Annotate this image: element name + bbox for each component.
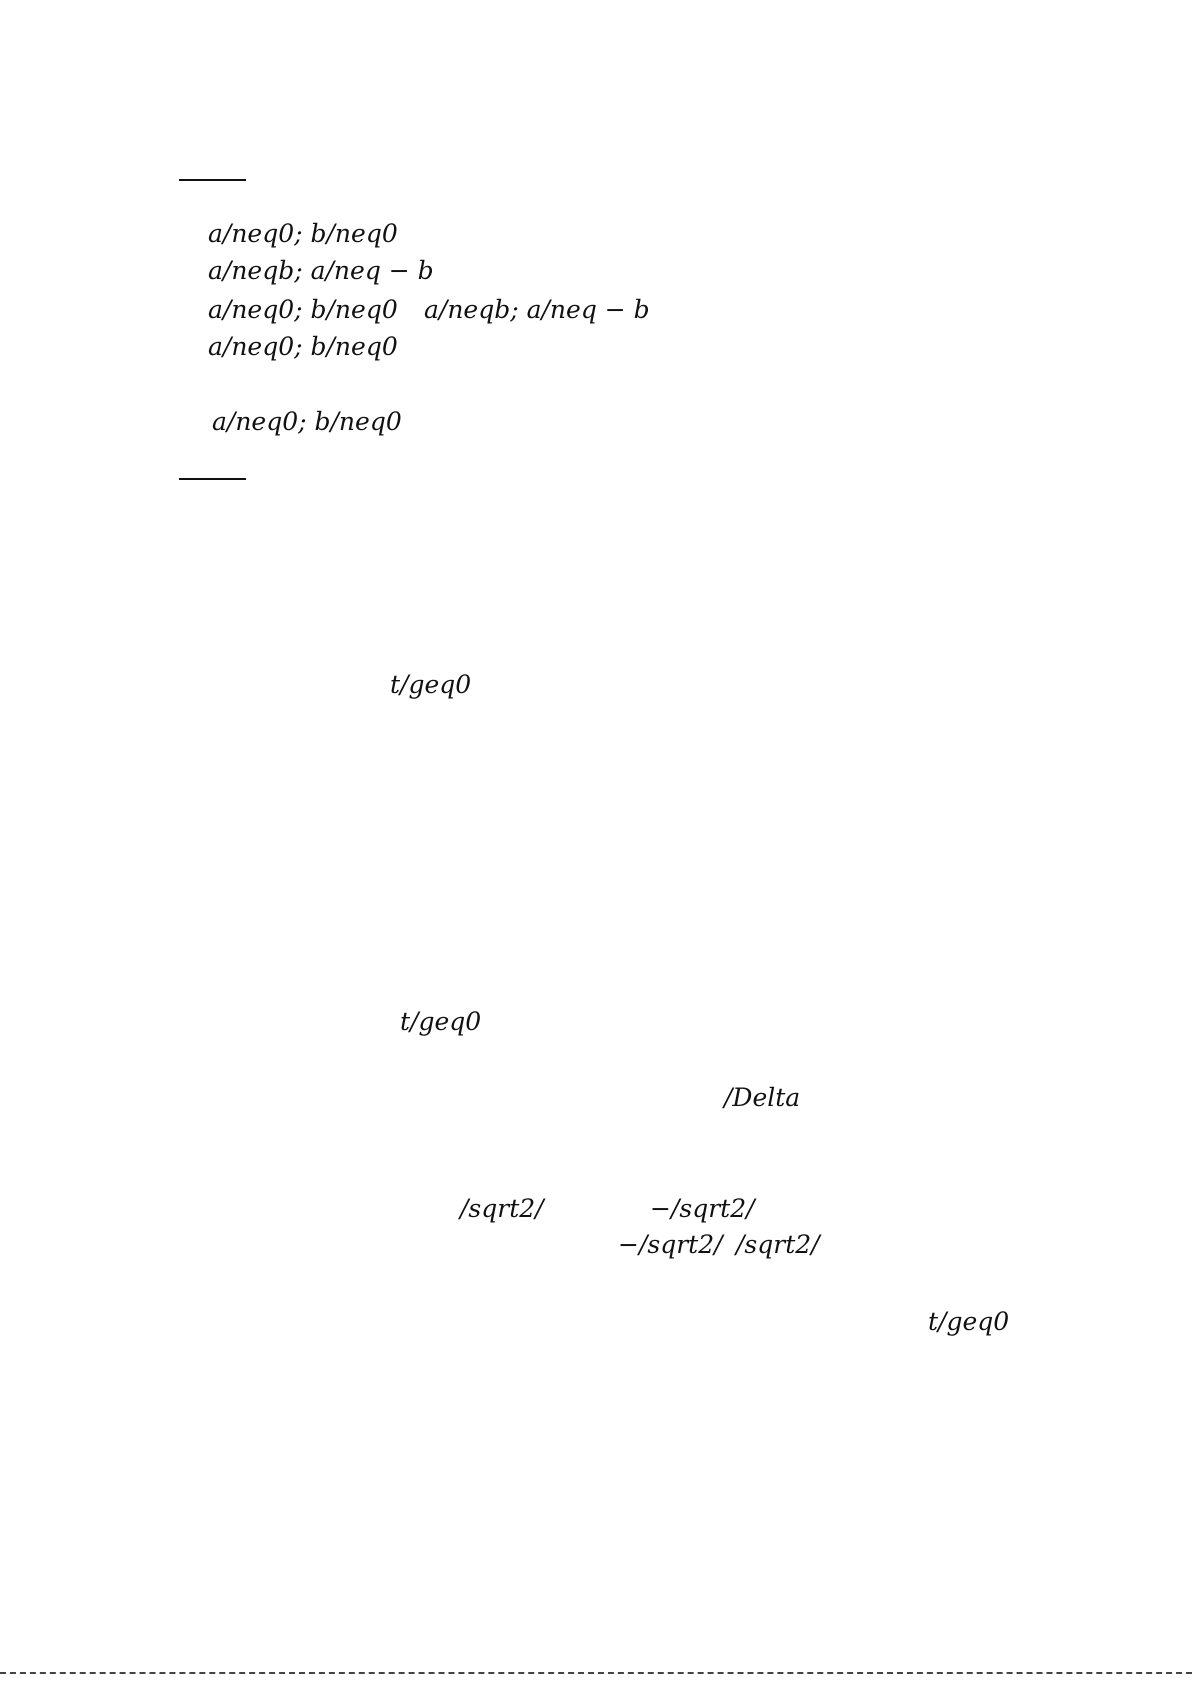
bottom-rule: [179, 478, 246, 480]
math-line-5: a/neq0; b/neq0: [212, 407, 402, 436]
math-line-3a: a/neq0; b/neq0: [208, 295, 398, 324]
math-line-4: a/neq0; b/neq0: [208, 332, 398, 361]
math-t-geq-2: t/geq0: [400, 1007, 482, 1036]
math-line-3b: a/neqb; a/neq − b: [424, 295, 650, 324]
math-sqrt-2: −/sqrt2/: [650, 1194, 755, 1223]
math-delta: /Delta: [724, 1083, 801, 1112]
math-t-geq-3: t/geq0: [928, 1307, 1010, 1336]
math-sqrt-3: −/sqrt2/: [618, 1230, 723, 1259]
page-bottom-border: [0, 1672, 1192, 1674]
math-line-2: a/neqb; a/neq − b: [208, 256, 434, 285]
math-line-1: a/neq0; b/neq0: [208, 219, 398, 248]
top-rule: [179, 179, 246, 181]
math-sqrt-4: /sqrt2/: [736, 1230, 820, 1259]
math-sqrt-1: /sqrt2/: [460, 1194, 544, 1223]
math-t-geq-1: t/geq0: [390, 670, 472, 699]
